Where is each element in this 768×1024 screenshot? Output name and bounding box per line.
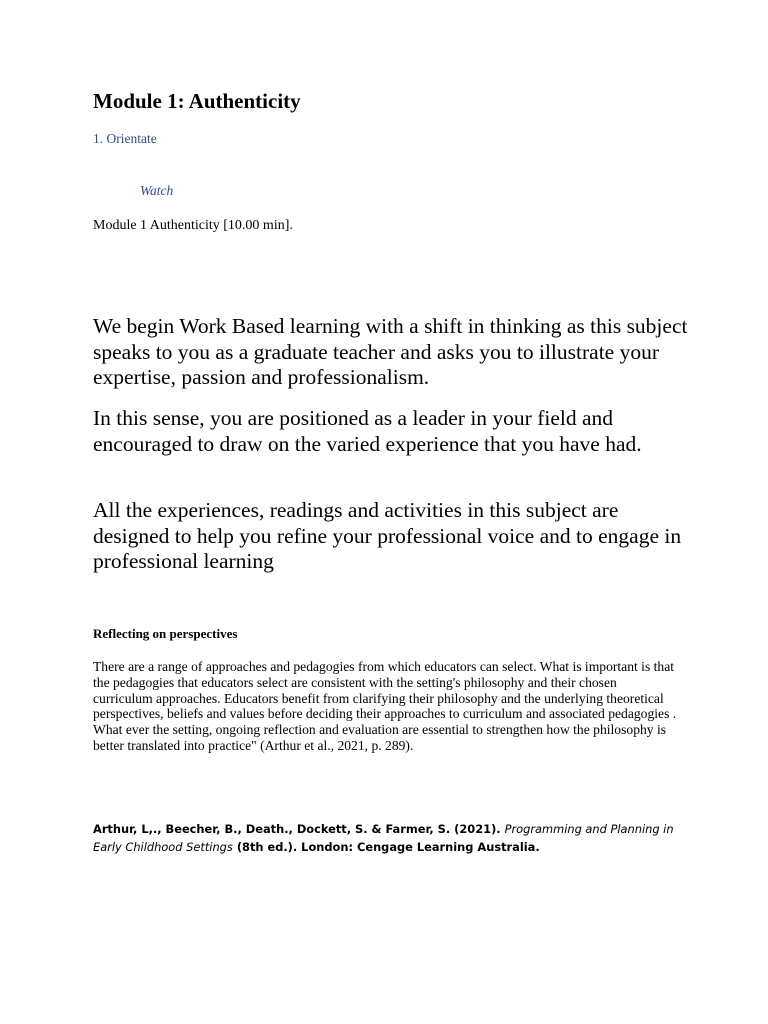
reference-publisher: (8th ed.). London: Cengage Learning Australia. bbox=[236, 839, 540, 854]
page-title: Module 1: Authenticity bbox=[93, 89, 301, 113]
orientate-step-label: 1. Orientate bbox=[93, 131, 157, 146]
reference-title: Programming and Planning in Early Childhood Settings bbox=[93, 822, 674, 854]
video-title: Module 1 Authenticity [10.00 min]. bbox=[93, 218, 293, 233]
watch-link[interactable]: Watch bbox=[140, 183, 174, 198]
reference-citation bbox=[93, 821, 693, 856]
reference-authors: Arthur, L,., Beecher, B., Death., Dockett, S. & Farmer, S. (2021). bbox=[93, 822, 501, 836]
reflecting-body: There are a range of approaches and pedagogies from which educators can select. What is important is that the pedagogies that educators select are consistent with the setting's philosophy and their chosen curriculum approaches. Educators benefit from clarifying their philosophy and the underlying theoretical perspectives, beliefs and values before deciding their approaches to curriculum and associated pedagogies . What ever the setting, ongoing reflection and evaluation are essential to strengthen how the philosophy is better translated into practice" (Arthur et al., 2021, p. 289). bbox=[93, 659, 677, 753]
intro-paragraph: We begin Work Based learning with a shift in thinking as this subject speaks to you as a graduate teacher and asks you to illustrate your expertise, passion and professionalism. bbox=[93, 314, 688, 389]
intro-paragraph: In this sense, you are positioned as a leader in your field and encouraged to draw on the varied experience that you have had. bbox=[93, 406, 642, 456]
intro-paragraph: All the experiences, readings and activities in this subject are designed to help you refine your professional voice and to engage in professional learning bbox=[93, 498, 682, 573]
reflecting-heading: Reflecting on perspectives bbox=[93, 626, 238, 641]
